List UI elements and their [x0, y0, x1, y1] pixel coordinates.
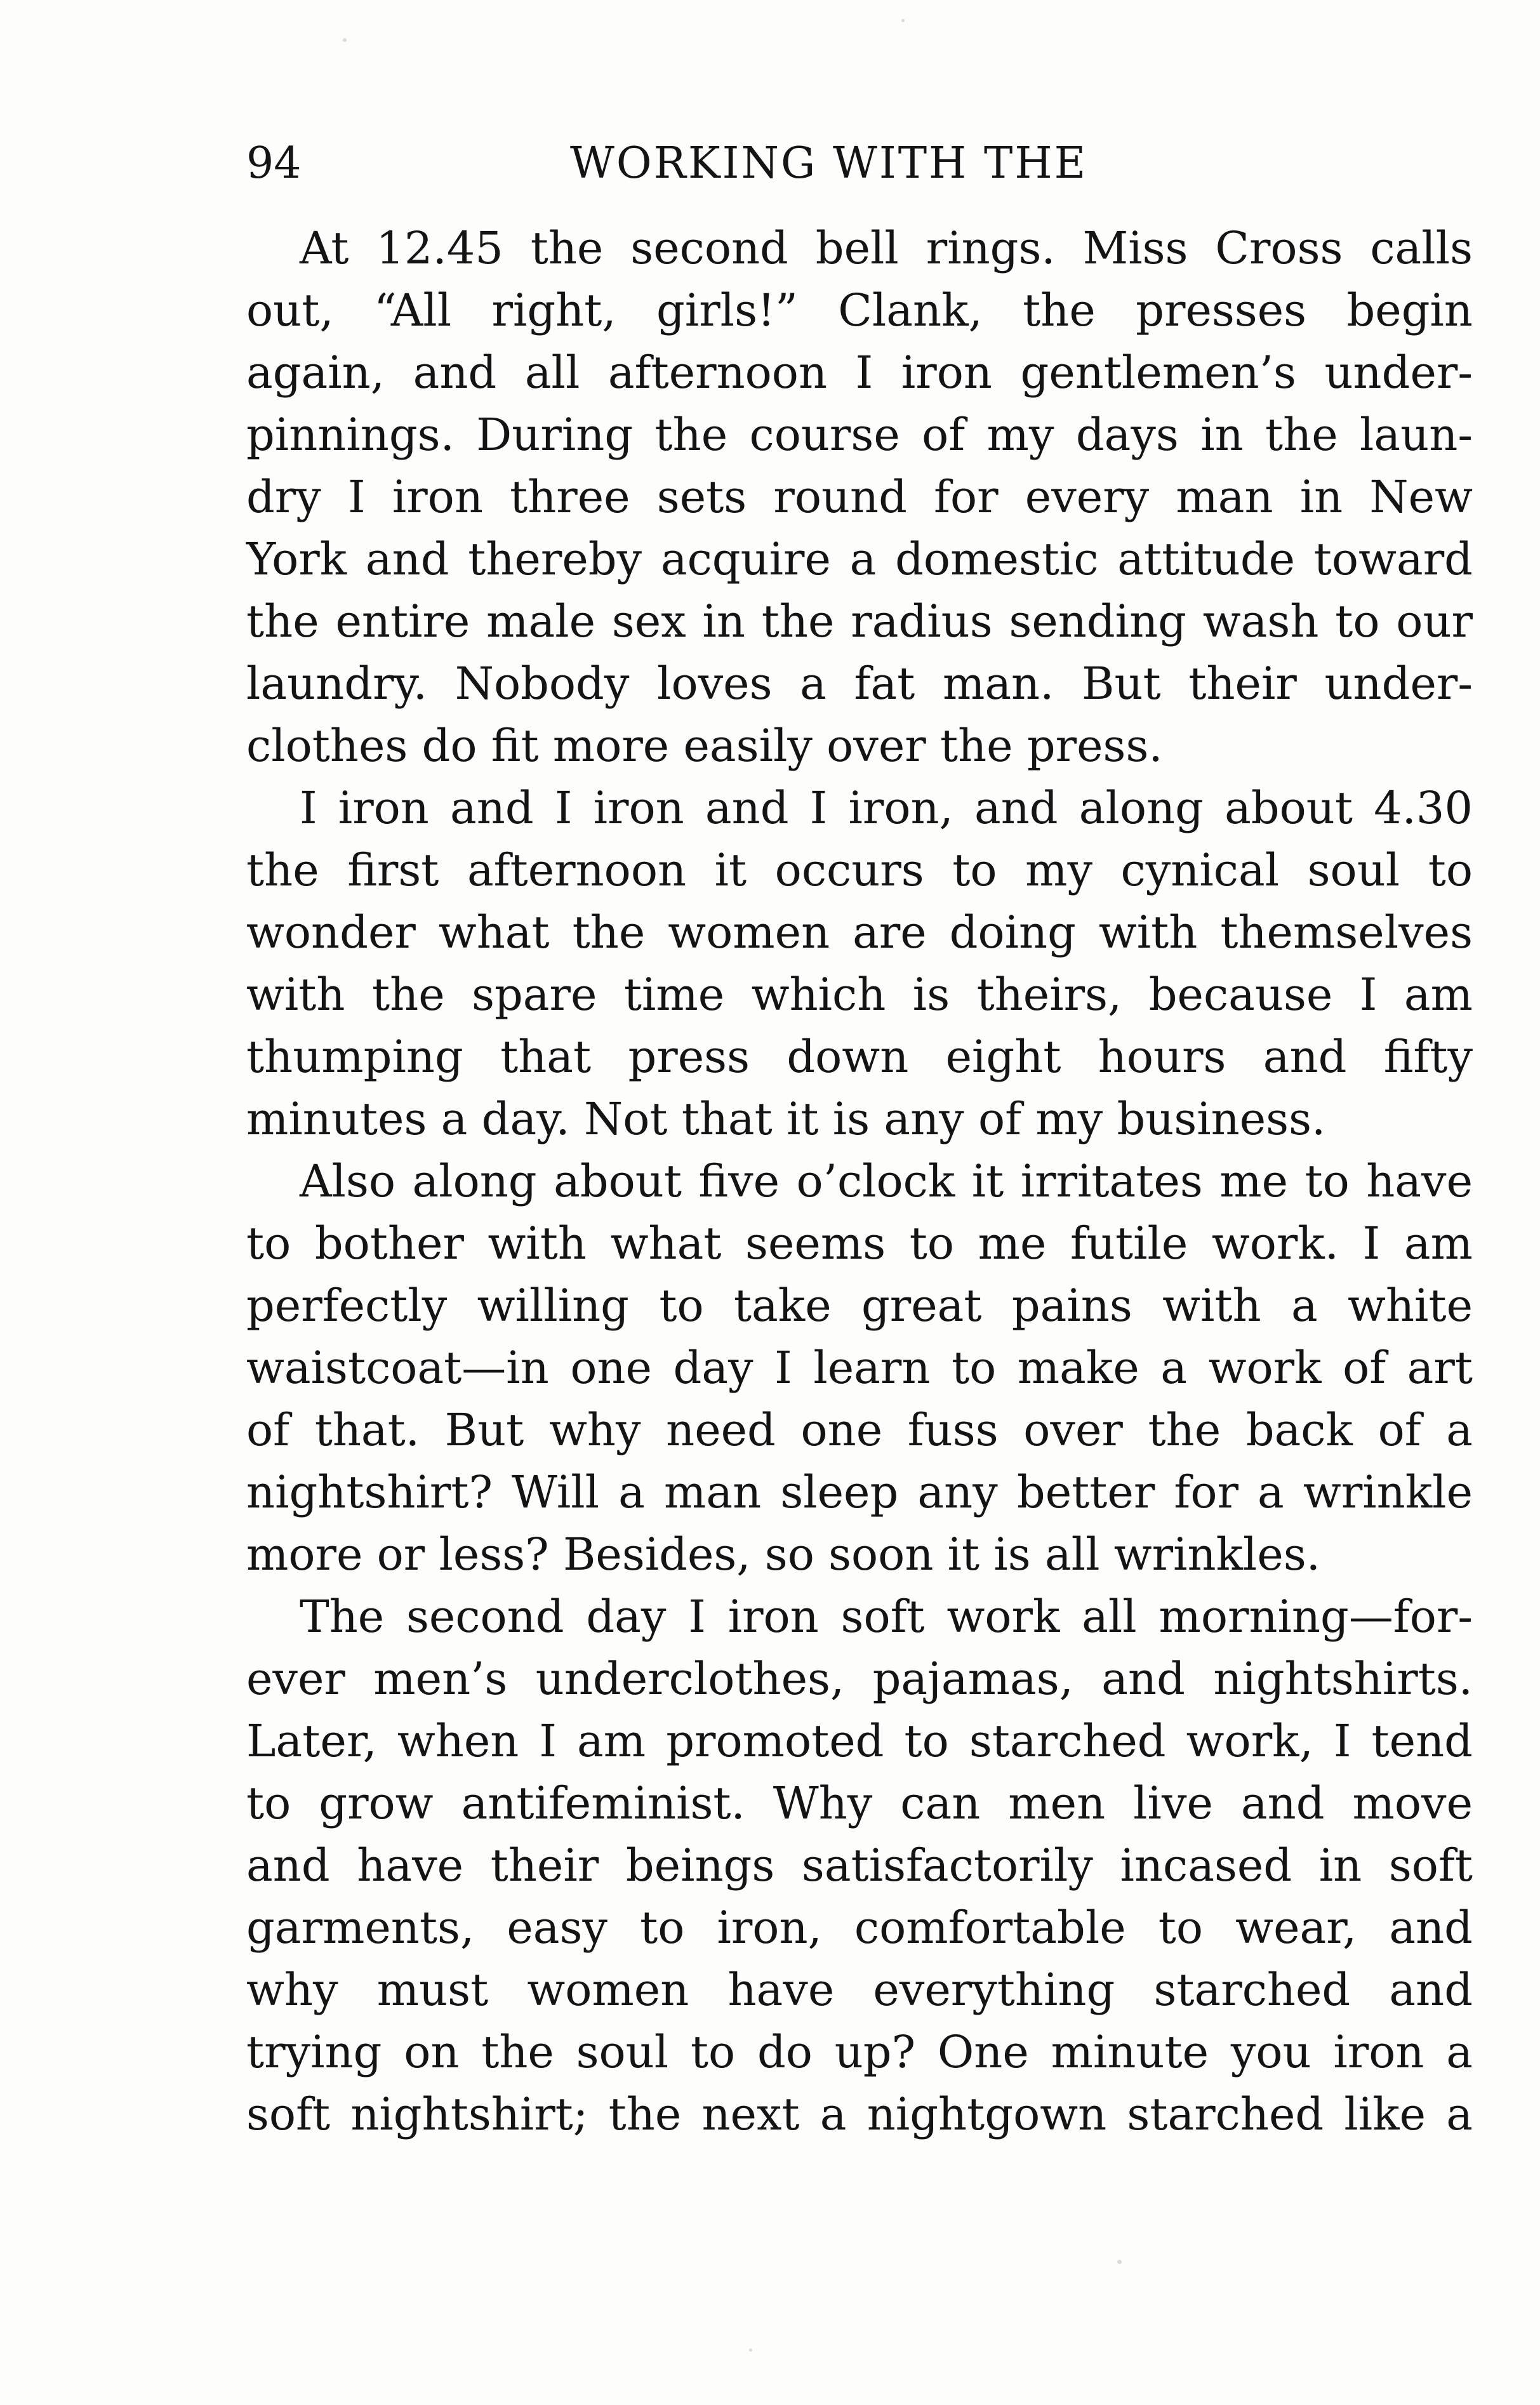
text-line: wonder what the women are doing with themselves	[246, 906, 1473, 958]
text-line: the entire male sex in the radius sending wash to our	[246, 595, 1473, 647]
text-line: waistcoat—in one day I learn to make a work of art	[246, 1342, 1473, 1394]
text-line: why must women have everything starched and	[246, 1964, 1473, 2016]
paper-speck	[343, 38, 347, 42]
text-line: garments, easy to iron, comfortable to wear, and	[246, 1902, 1473, 1954]
text-line: At 12.45 the second bell rings. Miss Cross calls	[300, 222, 1473, 274]
text-line: trying on the soul to do up? One minute you iron a	[246, 2026, 1473, 2078]
running-head	[246, 132, 1471, 195]
body-text	[246, 217, 1473, 2145]
text-line: and have their beings satisfactorily incased in soft	[246, 1839, 1473, 1892]
text-line: York and thereby acquire a domestic attitude toward	[246, 533, 1473, 585]
text-line: nightshirt? Will a man sleep any better for a wrinkle	[246, 1466, 1473, 1518]
text-line: of that. But why need one fuss over the back of a	[246, 1404, 1473, 1456]
text-line: minutes a day. Not that it is any of my business.	[246, 1093, 1326, 1145]
paragraph	[246, 1150, 1473, 1586]
text-line: soft nightshirt; the next a nightgown starched like a	[246, 2088, 1473, 2140]
text-line: I iron and I iron and I iron, and along about 4.30	[300, 782, 1473, 834]
text-line: The second day I iron soft work all morning—for-	[300, 1591, 1473, 1643]
text-line: clothes do fit more easily over the press.	[246, 720, 1163, 772]
running-title: WORKING WITH THE	[570, 138, 1088, 189]
text-line: to bother with what seems to me futile work. I am	[246, 1217, 1473, 1269]
text-line: perfectly willing to take great pains with a white	[246, 1280, 1473, 1332]
text-line: more or less? Besides, so soon it is all wrinkles.	[246, 1528, 1320, 1580]
text-line: pinnings. During the course of my days in the laun-	[246, 409, 1473, 461]
paper-speck	[749, 2349, 752, 2352]
paragraph	[246, 777, 1473, 1150]
page-number: 94	[246, 138, 302, 189]
text-line: thumping that press down eight hours and fifty	[246, 1031, 1473, 1083]
text-line: laundry. Nobody loves a fat man. But their under-	[246, 658, 1473, 710]
text-line: out, “All right, girls!” Clank, the presses begin	[246, 284, 1473, 336]
text-line: the first afternoon it occurs to my cynical soul to	[246, 844, 1473, 896]
paragraph	[246, 217, 1473, 777]
text-line: again, and all afternoon I iron gentlemen’s under-	[246, 347, 1473, 399]
text-line: with the spare time which is theirs, because I am	[246, 969, 1473, 1021]
text-line: ever men’s underclothes, pajamas, and nightshirts.	[246, 1653, 1473, 1705]
paragraph	[246, 1586, 1473, 2145]
text-line: Also along about five o’clock it irritates me to have	[300, 1155, 1473, 1207]
text-line: to grow antifeminist. Why can men live and move	[246, 1777, 1473, 1829]
paper-speck	[901, 19, 905, 22]
text-line: Later, when I am promoted to starched work, I tend	[246, 1715, 1473, 1767]
paper-speck	[1117, 2260, 1122, 2264]
text-line: dry I iron three sets round for every man in New	[246, 471, 1473, 523]
